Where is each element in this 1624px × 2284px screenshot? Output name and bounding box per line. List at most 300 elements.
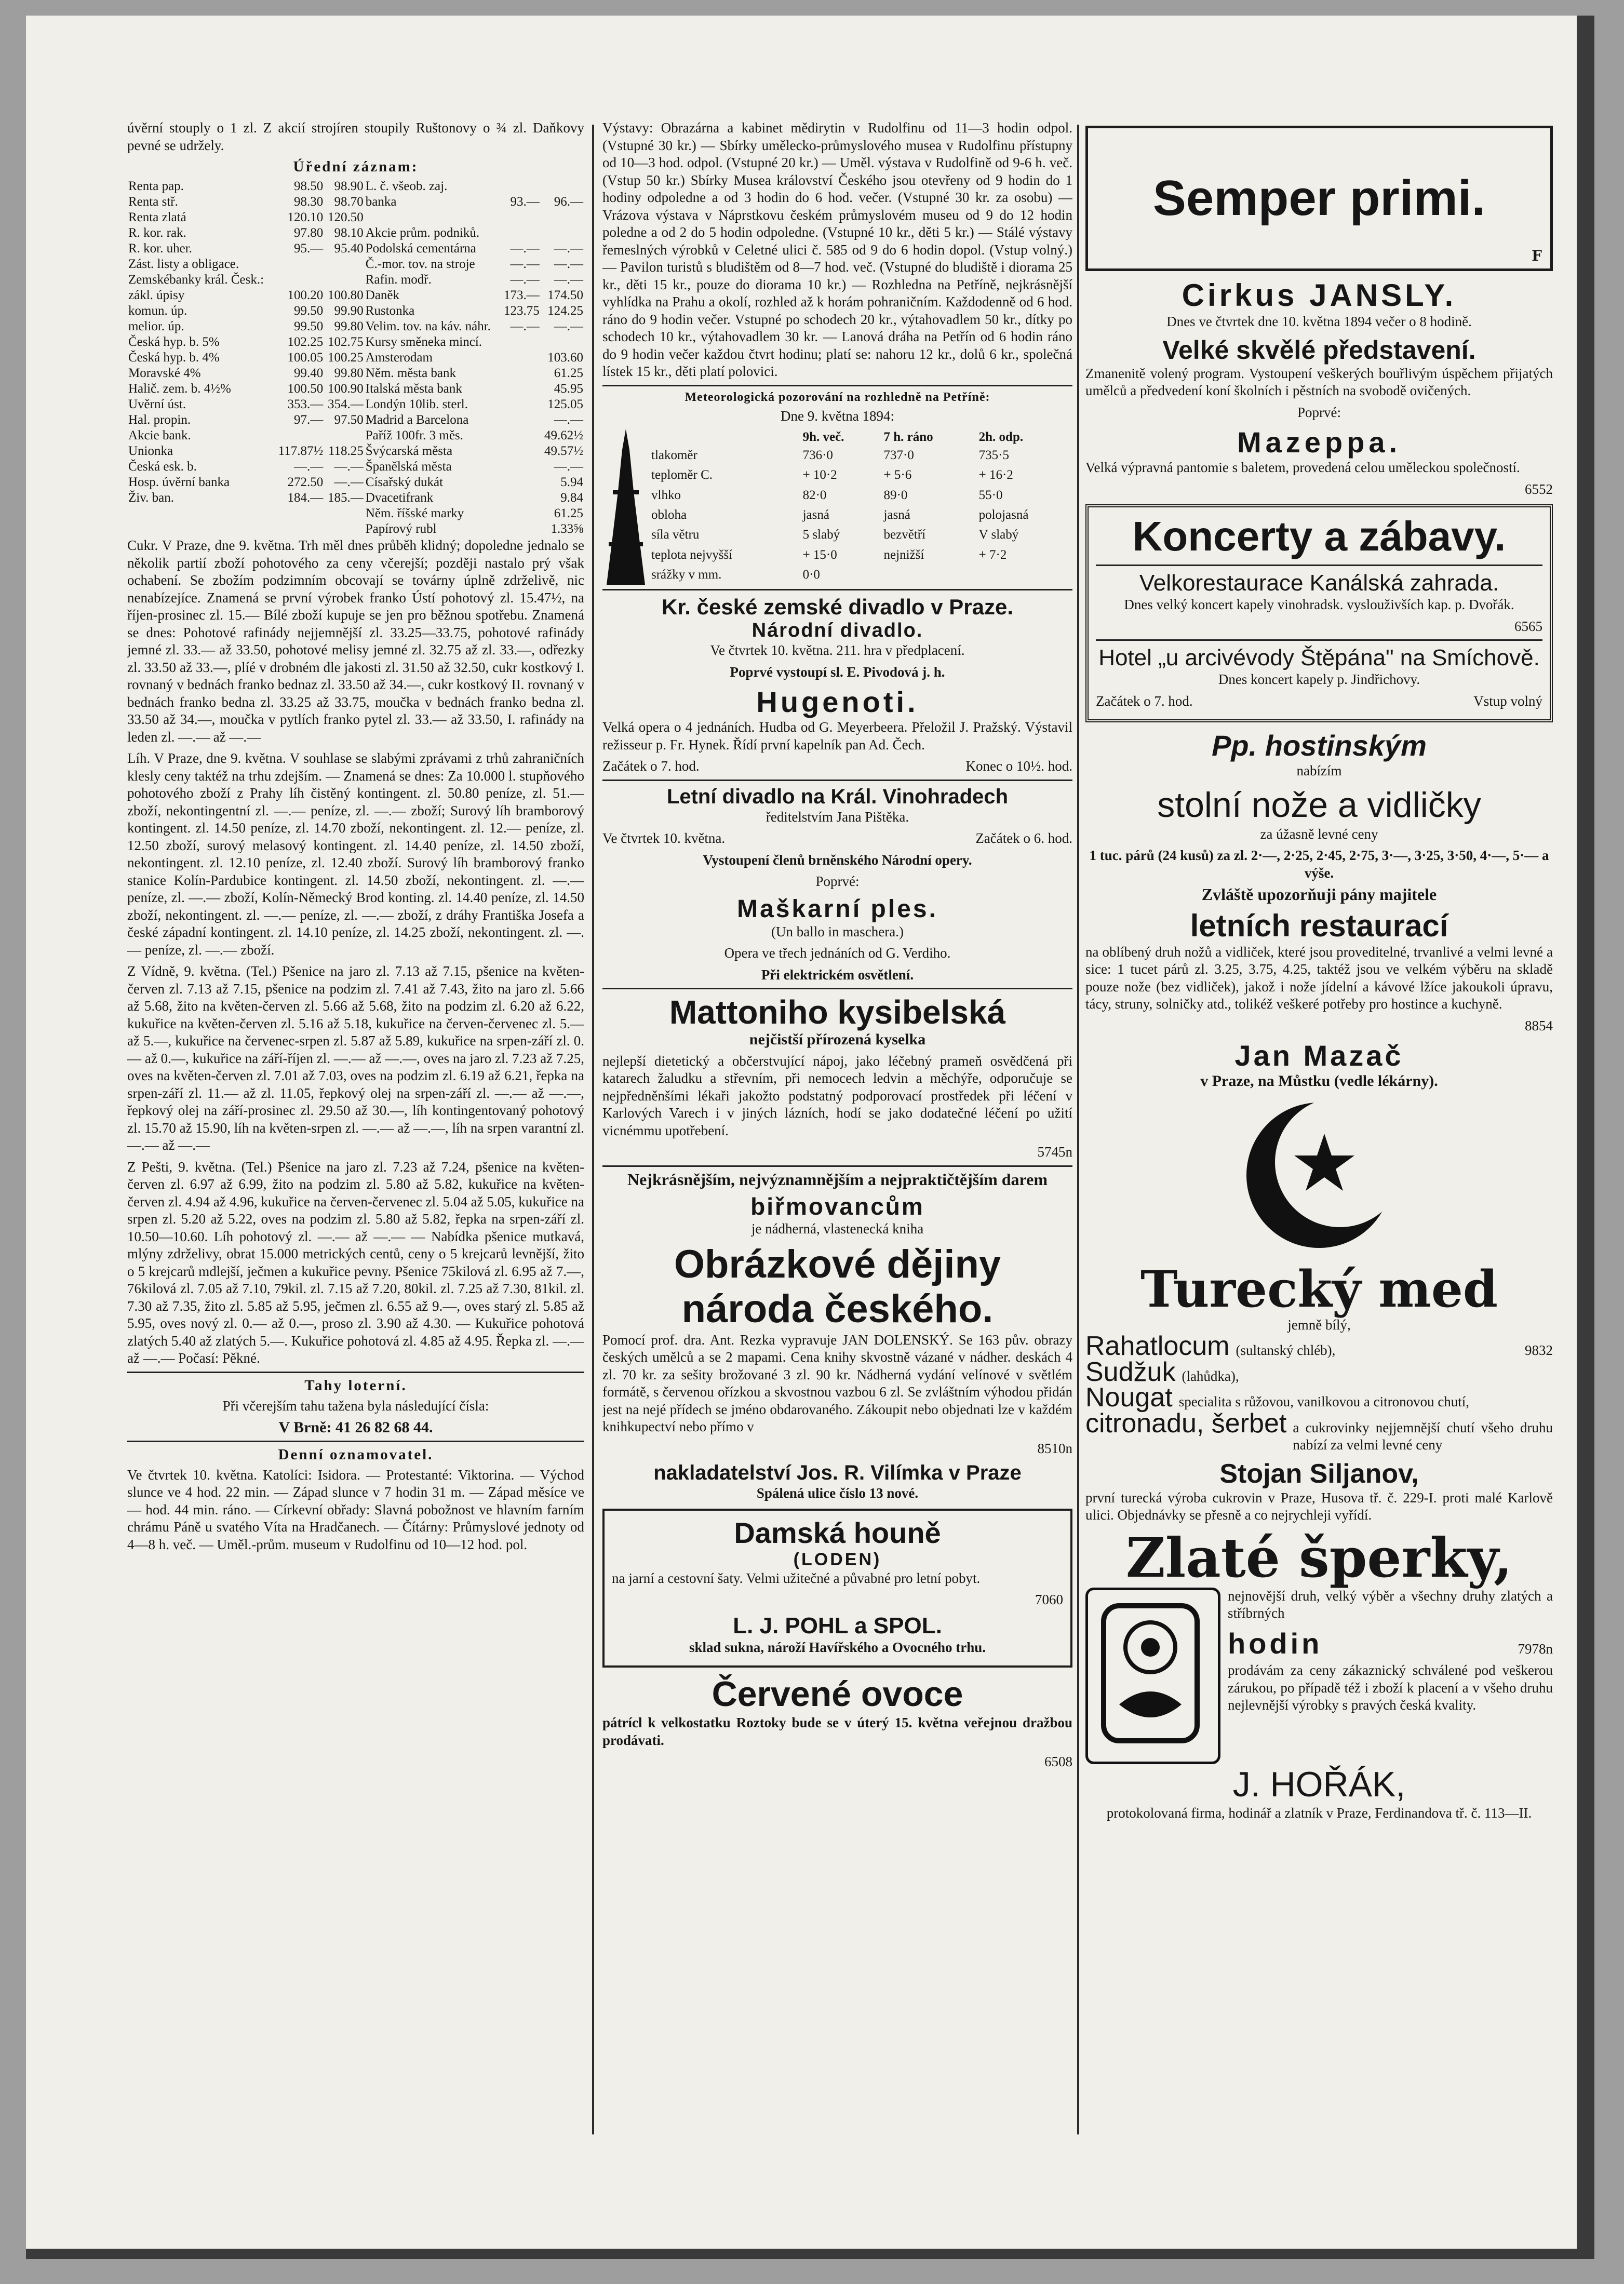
summer-title: Letní divadlo na Král. Vinohradech: [666, 785, 1009, 808]
semper-text: Semper primi.: [1152, 170, 1486, 226]
quote-cell: 100.90: [328, 382, 364, 396]
horak-ad: [1085, 1588, 1553, 1764]
quote-cell: 100.25: [328, 351, 364, 365]
quote-cell: Daněk: [365, 288, 400, 302]
quote-cell: 96.—: [554, 195, 583, 209]
semper-ad: [1085, 126, 1553, 271]
theatre-title: Kr. české zemské divadlo v Praze.: [661, 595, 1014, 619]
meteo-cell: teplota nejvyšší: [651, 547, 733, 562]
sudzuk-row: [1085, 1356, 1553, 1387]
quote-cell: Akcie bank.: [128, 428, 191, 442]
summer-guest: Vystoupení členů brněnského Národní opery.: [703, 852, 972, 868]
meteo-col-header: 7 h. ráno: [883, 430, 933, 444]
nougat-name: Nougat: [1085, 1382, 1173, 1413]
host-code: 8854: [1525, 1017, 1553, 1033]
crescent-star-icon: [1085, 1097, 1553, 1255]
book-text: Pomocí prof. dra. Ant. Rezka vypravuje JAN DOLENSKÝ. Se 163 pův. obrazy českých umělců a se 2 mapami. Cena knihy skvostně vázané v nádher. deskách 4 zl. 70 kr. za sešity brožované 3 zl. 90 kr. Nádherná vydání velínové v světlém formátě, s červenou ořízkou a skvostnou vazbou 6 zl. Se zvláštním výhodou přidán jest na nejé přídech se jméno obdarovaného. Zákoupit nebo objednati lze v každém knihkupectví nebo přímo v: [602, 1332, 1072, 1434]
column-finance: [127, 119, 584, 2124]
quote-cell: 97.80: [293, 226, 324, 240]
quote-cell: [324, 506, 365, 521]
quote-cell: [500, 179, 541, 194]
quote-cell: —.—: [554, 319, 583, 333]
host-title: Pp. hostinským: [1212, 729, 1427, 762]
quote-cell: [500, 490, 541, 506]
quote-row: [127, 288, 584, 303]
quote-cell: 49.62½: [544, 428, 583, 442]
vienna-report: Z Vídně, 9. května. (Tel.) Pšenice na jaro zl. 7.13 až 7.15, pšenice na květen-červen zl. 7.13 až 7.15, pšenice na podzim zl. 7.41 až 7.43, žito na jaro zl. 5.66 až 5.68, žito na květen-červen zl. 5.66 až 5.68, žito na podzim zl. 6.20 až 6.22, kukuřice na květen-červen zl. 5.16 až 5.18, kukuřice na červen-červenec zl. 5.— až 5.—, kukuřice na červenec-srpen zl. 5.87 až 5.89, kukuřice na srpen-září zl. 0.— až 0.—, kukuřice na září-říjen zl. —.— až —.—, oves na jaro zl. 7.23 až 7.25, oves na květen-červen zl. 7.01 až 7.03, oves na podzim zl. 6.19 až 6.21, řepka na srpen-září zl. 11.— až zl. 11.05, řepkový olej na srpen-září zl. —.— až —.—, řepkový olej na září-prosinec zl. 29.50 až 30.—, líh kontingentovaný pohotový zl. 15.70 až 15.90, líh na květen-srpen zl. —.— až —.—, líh na srpen varantní zl. —.— až —.—: [127, 963, 584, 1153]
quote-cell: [541, 179, 584, 194]
quote-row: [127, 350, 584, 366]
summer-times: [602, 830, 1072, 848]
quote-cell: [324, 272, 365, 288]
quote-cell: 100.20: [287, 288, 324, 302]
meteo-cell: + 10·2: [802, 468, 837, 482]
loden-firm: L. J. POHL a SPOL.: [733, 1613, 942, 1638]
quote-cell: [274, 428, 325, 444]
quote-cell: 272.50: [287, 475, 324, 489]
meteo-col-header: 2h. odp.: [978, 430, 1024, 444]
meteo-col-header: 9h. več.: [802, 430, 844, 444]
quote-cell: 120.50: [328, 210, 364, 224]
quote-row: [127, 225, 584, 241]
meteo-cell: polojasná: [978, 507, 1029, 522]
quote-cell: Renta zlatá: [128, 210, 186, 224]
meteo-cell: srážky v mm.: [651, 568, 722, 582]
quote-cell: melior. úp.: [128, 319, 184, 333]
citron-name: citronadu, šerbet: [1085, 1408, 1287, 1439]
meteo-cell: vlhko: [651, 488, 681, 502]
zlate-text: nejnovější druh, velký výběr a všechny druhy zlatých a stříbrných: [1228, 1588, 1553, 1621]
sudzuk-name: Sudžuk: [1085, 1356, 1176, 1387]
quote-cell: Dvacetifrank: [365, 491, 434, 505]
host-offer: nabízím: [1296, 763, 1342, 778]
quote-cell: 97.—: [293, 413, 324, 427]
quote-cell: [541, 225, 584, 241]
mattoni-text: nejlepší dietetický a občerstvující nápoj, jako léčebný prameň osvědčená při katarech žaludku a střevním, při nemocech ledvin a měchýře, odporučuje se nejpředněnšími lékaři jakožto podstatný podporovací prostředek při léčení v Karlových Varech i v jiných lázních, hodí se jako dodatečné léčení po užití vicnémmu upotřebení.: [602, 1053, 1072, 1138]
opera-start: Začátek o 7. hod.: [602, 758, 700, 774]
quote-cell: [274, 506, 325, 521]
quote-cell: Něm. města bank: [365, 366, 457, 380]
quote-row: [127, 506, 584, 521]
summer-start: Začátek o 6. hod.: [975, 830, 1072, 846]
column-culture: [602, 119, 1072, 2124]
quote-cell: Akcie prům. podniků.: [365, 226, 480, 240]
quote-cell: [541, 334, 584, 350]
quote-cell: 353.—: [287, 397, 324, 411]
divider: [602, 780, 1072, 781]
hotel-free: Vstup volný: [1473, 693, 1542, 709]
quote-cell: 61.25: [554, 366, 583, 380]
pest-report: Z Pešti, 9. května. (Tel.) Pšenice na jaro zl. 7.23 až 7.24, pšenice na květen-červen zl. 6.97 až 6.99, žito na podzim zl. 5.80 až 5.82, kukuřice na květen-červen zl. 4.94 až 4.96, kukuřice na červen-červenec zl. 5.04 až 5.05, kukuřice na srpen zl. 5.20 až 5.22, oves na podzim zl. 5.80 až 5.82, řepka na srpen-září zl. 10.50—10.60. Líh pohotový zl. —.— až —.— — Nabídka pšenice mutkavá, mlýny zdrželivy, obrat 15.000 metrických centů, ceny o 5 krejcarů levnější, žito o 5 krejcarů mdlejší, ječmen a kukuřice pevny. Pšenice 75kilová zl. 6.95 až 7.—, 76kilová zl. 7.05 až 7.10, 79kil. zl. 7.15 až 7.20, 80kil. zl. 7.25 až 7.30, 81kil. zl. 7.30 až 7.35, žito zl. 5.85 až 5.95, ječmen zl. 6.55 až 9.—, oves starý zl. 5.85 až 5.95, oves nový zl. 0.— až 0.—, proso zl. 3.90 až 4.30. — Kukuřice pohotová zlatých 5.40 až zlatých 5.—. Kukuřice pohotová zl. 4.85 až 4.95. Řepka zl. —.— až —.— Počasí: Pěkné.: [127, 1159, 584, 1366]
quote-cell: 99.50: [293, 319, 324, 333]
mazeppa-text: Velká výpravná pantomie s baletem, provedená celou uměleckou společností.: [1085, 460, 1520, 475]
meteo-cell: nejnižší: [883, 547, 924, 562]
quote-cell: 99.80: [334, 319, 364, 333]
quote-cell: 98.30: [293, 195, 324, 209]
quote-cell: [500, 334, 541, 350]
quote-cell: Česká hyp. b. 4%: [128, 351, 220, 365]
quote-cell: 61.25: [554, 506, 583, 520]
meteo-cell: obloha: [651, 507, 687, 522]
quote-cell: —.—: [510, 319, 540, 333]
mattoni-sub: nejčistší přírozená kyselka: [749, 1031, 926, 1048]
quote-cell: —.—: [334, 475, 364, 489]
quote-cell: Paříž 100fr. 3 měs.: [365, 428, 463, 442]
meteo-row: [649, 465, 1072, 485]
divider: [602, 385, 1072, 386]
meteo-cell: 737·0: [883, 448, 914, 462]
meteo-row: [649, 525, 1072, 545]
horak-firm: J. HOŘÁK,: [1232, 1764, 1406, 1804]
quote-cell: Česká esk. b.: [128, 460, 197, 474]
theatre-line: Ve čtvrtek 10. května. 211. hra v předplacení.: [710, 642, 965, 658]
meteo-cell: 5 slabý: [802, 528, 840, 542]
quote-cell: L. č. všeob. zaj.: [365, 179, 448, 193]
citron-note: a cukrovinky nejjemnější chutí všeho druhu nabízí za velmi levné ceny: [1293, 1419, 1553, 1453]
quote-cell: 98.50: [293, 179, 324, 193]
quote-cell: 49.57½: [544, 444, 583, 458]
quote-cell: 100.80: [328, 288, 364, 302]
quote-cell: —.—: [554, 273, 583, 287]
quote-table: [127, 179, 584, 537]
quote-cell: 117.87½: [278, 444, 324, 458]
concerts-title: Koncerty a zábavy.: [1132, 513, 1506, 559]
quote-cell: [500, 350, 541, 366]
quote-cell: Rustonka: [365, 304, 415, 318]
quote-cell: Hal. propin.: [128, 413, 191, 427]
quote-cell: Papírový rubl: [365, 522, 437, 536]
quote-cell: 118.25: [328, 444, 364, 458]
concerts-box: [1085, 504, 1553, 722]
book-title-1: Obrázkové dějiny: [674, 1242, 1001, 1286]
quote-cell: banka: [365, 195, 397, 209]
quote-cell: [500, 444, 541, 459]
quote-cell: [500, 428, 541, 444]
quote-row: [127, 241, 584, 257]
meteo-date: Dne 9. května 1894:: [781, 408, 894, 424]
quote-row: [127, 397, 584, 412]
quote-cell: Něm. říšské marky: [365, 506, 464, 520]
meteo-cell: [882, 565, 977, 585]
mazac-addr: v Praze, na Můstku (vedle lékárny).: [1200, 1072, 1438, 1090]
quote-cell: Italská města bank: [365, 382, 462, 396]
column-ads: [1085, 119, 1553, 2124]
quote-cell: [365, 210, 500, 225]
circus-text: Zmanenitě volený program. Vystoupení veškerých bouřlivým úspěchem přijatých umělců a předvedení koní školních i pěstních na svobodě ovičených.: [1085, 365, 1553, 398]
mattoni-code: 5745n: [1037, 1144, 1072, 1160]
mazeppa-title: Mazeppa.: [1237, 426, 1402, 459]
quote-cell: Česká hyp. b. 5%: [128, 335, 220, 349]
zlate-title: Zlaté šperky,: [1125, 1525, 1513, 1590]
quote-cell: [500, 210, 541, 225]
quote-cell: Podolská cementárna: [365, 241, 476, 256]
divider: [1096, 639, 1542, 641]
quote-row: [127, 319, 584, 334]
quote-cell: 102.25: [287, 335, 324, 349]
column-rule: [592, 125, 594, 2134]
quote-cell: [324, 428, 365, 444]
meteo-cell: síla větru: [651, 528, 700, 542]
quote-cell: [500, 381, 541, 397]
quote-row: [127, 521, 584, 537]
quote-cell: Zást. listy a obligace.: [128, 257, 239, 271]
hotel-start: Začátek o 7. hod.: [1096, 693, 1193, 709]
hotel-title: Hotel „u arcivévody Štěpána" na Smíchově.: [1098, 645, 1540, 670]
quote-cell: 98.70: [334, 195, 364, 209]
meteo-cell: bezvětří: [883, 528, 926, 542]
loden-title: Damská houně: [734, 1516, 941, 1549]
meteo-cell: 735·5: [978, 448, 1009, 462]
mazeppa-code: 6552: [1525, 481, 1553, 497]
quote-cell: 184.—: [287, 491, 324, 505]
mattoni-title: Mattoniho kysibelská: [669, 993, 1006, 1031]
rahat-row: [1085, 1331, 1553, 1361]
quote-row: [127, 366, 584, 381]
quote-cell: [324, 521, 365, 537]
quote-cell: —.—: [334, 460, 364, 474]
quote-cell: 95.—: [293, 241, 324, 256]
opera-title: Hugenoti.: [756, 686, 919, 718]
quote-row: [127, 272, 584, 288]
rahat-code: 9832: [1525, 1342, 1553, 1358]
meteo-row: [649, 485, 1072, 505]
quote-cell: Renta pap.: [128, 179, 184, 193]
quote-cell: [500, 459, 541, 475]
quote-cell: 100.50: [287, 382, 324, 396]
exhibitions-text: Výstavy: Obrazárna a kabinet mědirytin v Rudolfinu od 11—3 hodin odpol. (Vstupné 30 kr.) — Sbírky umělecko-průmyslového musea v Rudolfinu přístupny od 10—3 hod. odpol. (Vstupné 20 kr.) — Uměl. výstava v Rudolfině od 9-6 h. več. (Vstup 50 kr.) Sbírky Musea království Českého jsou otevřeny od 9 hodin do 1 hodiny odpoledne a od 3 hodin do 6 hod. večer. (Vstupné 30 kr. za osobu) — Vrázova výstava v Náprstkovu českém průmyslovém museu od 9 do 12 hodin poledne a od 2 do 5 hodin odpoledne. (Vstupné 10 kr., děti 5 kr.) — Stálé výstavy řemeslných výrobků v Celetné ulici č. 585 od 9 do 6 hodin dopol. (Vstup volný.) — Pavilon turistů s bludištěm od 8—7 hod. več. (Vstupné do bludiště i diorama 25 kr., děti 15 kr., pouze do diorama 10 kr.) — Rozhledna na Petříně, nejkrásnější vyhlídka na Prahu a okolí, rozhled až k horám pohraničním. Každodenně od 6 hod. ráno do 9 hodin večer. Vstupné po schodech 20 kr., výtahovadlem 50 kr., dítky po schodech 10 kr., výtahovadlem 30 kr. — Lanová dráha na Petřín od 6 hodin ráno do 9 hodin večer každou čtvrt hodinu; platí se: nahoru 12 kr., dolů 6 kr., společná lístek 15 kr., děti platí polovici.: [602, 120, 1072, 379]
hodin-code: 7978n: [1518, 1641, 1553, 1657]
siljanov-text: první turecká výroba cukrovin v Praze, Husova tř. č. 229-I. proti malé Karlově ulici. Objednávky se přesně a co nejrychleji vyřídí.: [1085, 1489, 1553, 1523]
quote-cell: komun. úp.: [128, 304, 187, 318]
lottery-numbers: V Brně: 41 26 82 68 44.: [278, 1419, 433, 1436]
spirit-report: Líh. V Praze, dne 9. května. V souhlase se slabými zprávami z trhů zahraničních klesly ceny taktéž na trhu zdejším. — Znamená se dnes: Za 10.000 l. stupňového pohotového zboží z Prahy líh čistěný kontingent. zl. 50.80 peníze, zl. 51.— zboží, nekontingentní zl. —.— peníze, zl. —.— zboží; Surový líh bramborový kontingent. zl. 14.50 peníze, zl. 14.70 zboží, nekontingent. zl. 12.— peníze, zl. 12.50 zboží, surový melasový kontingent. zl. 14.40 peníze, zl. 14.50 zboží, nekontingent. zl. 12.10 peníze, zl. 12.40 zboží. Surový líh bramborový franko stanice Kolín-Pardubice kontingent. zl. 14.50 zboží, nekontingent. zl. —.— peníze, zl. —.— zboží, Kolín-Německý Brod konting. zl. 14.40 peníze, zl. 14.50 zboží, nekontingent. zl. —.— peníze, zl. —.— zboží, z dráhy Františka Josefa a české západní kontingent. zl. 14.10 peníze, zl. 14.25 zboží, nekontingent. zl. —.— peníze, zl. —.— zboží.: [127, 750, 584, 958]
host-main: stolní nože a vidličky: [1157, 785, 1481, 825]
nougat-note: specialita s růžovou, vanilkovou a citronovou chutí,: [1178, 1394, 1470, 1409]
meteo-block: [602, 429, 1072, 585]
quote-cell: [500, 521, 541, 537]
quote-cell: Madrid a Barcelona: [365, 413, 469, 427]
quote-cell: [500, 506, 541, 521]
host-rest: letních restaurací: [1190, 908, 1448, 943]
quote-cell: R. kor. uher.: [128, 241, 192, 256]
rahat-name: Rahatlocum: [1085, 1331, 1230, 1361]
divider: [602, 988, 1072, 989]
opera-end: Konec o 10½. hod.: [965, 758, 1072, 774]
quote-row: [127, 444, 584, 459]
quote-cell: 1.33⅝: [551, 522, 583, 536]
meteo-cell: teploměr C.: [651, 468, 713, 482]
quote-cell: Amsterodam: [365, 351, 433, 365]
quote-cell: Kursy směneka mincí.: [365, 335, 482, 349]
meteo-cell: 82·0: [802, 488, 827, 502]
quote-cell: [500, 475, 541, 490]
quote-row: [127, 257, 584, 272]
sugar-report: Cukr. V Praze, dne 9. května. Trh měl dnes průběh klidný; dopoledne jednalo se několik partií zboží pohotového za ceny včerejší; později nastalo prý však ochabení. Se zbožím podzimním obcovají se továrny úplně zdrželivě, nic nenabízejíce. Znamená se první výrobek franko Ústí pohotový zl. 15.47½, na říjen-prosinec zl. 15.— Bílé zboží kupuje se jen pro běžnou spotřebu. Znamená se dnes: Pohotové rafinády nejjemnější zl. 33.25—33.75, pohotové rafinády jemné zl. 33.— až 33.50, pohotové melisy jemné zl. 32.75 až zl. 33.—, odřezky zl. 33.50 až 33.—, plíé v drobném dle jakosti zl. 31.50 až 32.50, cukr kostkový I. rovnaný v bednách franko bednaz zl. 33.50 až 34.—, cukr kostkový II. rovnaný v bednách franko bedna zl. 33.25 až 33.75, moučka v bednách franko bedna zl. 33.50 až 34.—, moučka v pytlích franko pytel zl. 33.— až 33.50, I. rafinády na leden zl. —.— až —.—: [127, 538, 584, 745]
host-prices: 1 tuc. párů (24 kusů) za zl. 2·—, 2·25, 2·45, 2·75, 3·—, 3·25, 3·50, 4·—, 5·— a výše.: [1089, 848, 1549, 881]
meteo-cell: tlakoměr: [651, 448, 697, 462]
quote-cell: [127, 506, 274, 521]
meteo-row: [649, 545, 1072, 565]
quote-cell: 124.25: [547, 304, 583, 318]
meteo-cell: V slabý: [978, 528, 1019, 542]
quote-cell: [500, 412, 541, 428]
host-notice: Zvláště upozorňuji pány majitele: [1201, 885, 1437, 904]
quote-cell: Živ. ban.: [128, 491, 174, 505]
quote-row: [127, 412, 584, 428]
quote-cell: 174.50: [547, 288, 583, 302]
siljanov-name: Stojan Siljanov,: [1219, 1458, 1419, 1489]
meteo-table: [649, 429, 1072, 585]
quote-cell: Unionka: [128, 444, 173, 458]
meteo-cell: + 5·6: [883, 468, 912, 482]
quote-row: [127, 194, 584, 210]
quote-cell: Londýn 10lib. sterl.: [365, 397, 468, 411]
petrin-tower-icon: [602, 429, 649, 585]
fruit-title: Červené ovoce: [712, 1674, 963, 1714]
quote-cell: Halič. zem. b. 4½%: [128, 382, 231, 396]
quote-cell: Španělská města: [365, 460, 452, 474]
quote-cell: 99.90: [334, 304, 364, 318]
meteo-row: [649, 565, 1072, 585]
meteo-cell: 736·0: [802, 448, 833, 462]
horak-text: prodávám za ceny zákaznický schválené pod veškerou zárukou, po případě též i zboží k placení a v všeho druhu nejlevnější výrobky s pravých česká kvality.: [1228, 1662, 1553, 1713]
lottery-intro: Při včerejším tahu tažena byla následující čísla:: [222, 1398, 489, 1414]
host-cheap: za úžasně levné ceny: [1260, 826, 1378, 842]
daily-text: Ve čtvrtek 10. května. Katolíci: Isidora. — Protestanté: Viktorina. — Východ slunce ve 4 hod. 22 min. — Západ slunce v 7 hodin 31 m. — Západ měsíce ve — hod. 44 min. ráno. — Církevní obřady: Slavná pobožnost ve hlavním farním chrámu Páně u svatého Víta na Hradčanech. — Čítárny: Průmyslové jednoty od 4—8 h. več. — Uměl.-prům. museum v Rudolfinu od 10—12 hod. pol.: [127, 1467, 584, 1552]
quote-cell: 99.80: [334, 366, 364, 380]
loden-code: 7060: [1035, 1592, 1063, 1607]
summer-line: Ve čtvrtek 10. května.: [602, 830, 726, 846]
fruit-code: 6508: [1044, 1754, 1072, 1769]
quote-cell: [274, 272, 325, 288]
quote-cell: Uvěrní úst.: [128, 397, 186, 411]
quote-cell: 97.50: [334, 413, 364, 427]
meteo-cell: [977, 565, 1072, 585]
hodin-row: [1228, 1627, 1553, 1662]
quote-cell: [541, 210, 584, 225]
quote-cell: 100.05: [287, 351, 324, 365]
quote-cell: 98.90: [334, 179, 364, 193]
quote-cell: 185.—: [328, 491, 364, 505]
ballo-title: Maškarní ples.: [737, 895, 938, 923]
meteo-row: [649, 505, 1072, 525]
quote-cell: R. kor. rak.: [128, 226, 186, 240]
quote-cell: —.—: [554, 257, 583, 271]
loden-sub: (LODEN): [793, 1549, 882, 1569]
quote-cell: Moravské 4%: [128, 366, 201, 380]
quote-cell: —.—: [554, 241, 583, 256]
quote-cell: [127, 521, 274, 537]
jewellery-icon: [1085, 1588, 1220, 1764]
quote-cell: [500, 366, 541, 381]
quote-cell: 102.75: [328, 335, 364, 349]
meteo-cell: + 15·0: [802, 547, 837, 562]
loden-ad: [602, 1509, 1072, 1668]
quote-cell: —.—: [510, 273, 540, 287]
book-lead: Nejkrásnějším, nejvýznamnějším a nejpraktičtějším darem: [627, 1170, 1048, 1189]
quote-cell: Švýcarská města: [365, 444, 453, 458]
quote-cell: —.—: [554, 413, 583, 427]
turek-title: Turecký med: [1140, 1259, 1498, 1319]
kanal-code: 6565: [1514, 618, 1542, 634]
summer-director: ředitelstvím Jana Pištěka.: [766, 809, 909, 825]
quote-cell: Rafin. modř.: [365, 273, 432, 287]
book-desc: je nádherná, vlastenecká kniha: [751, 1221, 924, 1237]
publisher: nakladatelství Jos. R. Vilímka v Praze: [653, 1461, 1022, 1484]
opera-times: [602, 758, 1072, 775]
quote-cell: 9.84: [560, 491, 583, 505]
quote-cell: Císařský dukát: [365, 475, 444, 489]
quote-cell: 354.—: [328, 397, 364, 411]
quote-cell: 99.40: [293, 366, 324, 380]
quote-cell: Č.-mor. tov. na stroje: [365, 257, 475, 271]
quote-cell: 125.05: [547, 397, 583, 411]
turek-sub: jemně bílý,: [1287, 1316, 1351, 1333]
meteo-cell: 0·0: [802, 568, 820, 582]
quote-cell: 45.95: [554, 382, 583, 396]
quote-row: [127, 381, 584, 397]
semper-mark: F: [1532, 247, 1542, 264]
quote-row: [127, 490, 584, 506]
meteo-heading: Meteorologická pozorování na rozhledně na Petříně:: [685, 390, 990, 404]
quote-cell: 95.40: [334, 241, 364, 256]
book-code: 8510n: [1037, 1440, 1072, 1456]
column-rule: [1077, 125, 1079, 2134]
fruit-text: pátrícl k velkostatku Roztoky bude se v úterý 15. května veřejnou dražbou prodávati.: [602, 1715, 1072, 1748]
nougat-row: [1085, 1382, 1553, 1413]
book-event: biřmovancům: [750, 1193, 924, 1220]
meteo-cell: 55·0: [978, 488, 1003, 502]
circus-date: Dnes ve čtvrtek dne 10. května 1894 večer o 8 hodině.: [1166, 314, 1472, 329]
meteo-cell: jasná: [883, 507, 910, 522]
divider: [602, 1165, 1072, 1167]
horak-sub: protokolovaná firma, hodinář a zlatník v Praze, Ferdinandova tř. č. 113—II.: [1106, 1805, 1532, 1821]
daily-heading: Denní oznamovatel.: [278, 1446, 434, 1463]
publisher-addr: Spálená ulice číslo 13 nové.: [756, 1485, 919, 1501]
loden-addr: sklad sukna, nároží Havířského a Ovocného trhu.: [689, 1639, 986, 1655]
quote-row: [127, 428, 584, 444]
kanal-text: Dnes velký koncert kapely vinohradsk. vyslouživších kap. p. Dvořák.: [1124, 597, 1514, 612]
quote-cell: —.—: [293, 460, 324, 474]
quote-cell: Velim. tov. na káv. náhr.: [365, 319, 491, 333]
hotel-times: [1096, 693, 1542, 710]
meteo-cell: jasná: [802, 507, 829, 522]
quote-cell: zákl. úpisy: [128, 288, 185, 302]
meteo-cell: + 7·2: [978, 547, 1007, 562]
meteo-cell: + 16·2: [978, 468, 1013, 482]
quote-row: [127, 459, 584, 475]
ballo-sub: (Un ballo in maschera.): [771, 923, 904, 939]
host-text: na oblíbený druh nožů a vidliček, které jsou proveditelné, trvanlivé a velmi levné a sice: 1 tucet párů zl. 3.25, 3.75, 4.25, taktéž jsou ve velkém výběru na skladě pouze nože (bez vidliček), jakož i nože jídelní a kávové lžíce jakoukoli úpravu, tácy, struny, solničky atd., tolikéž veškeré potřeby pro hostince a kuchyně.: [1085, 944, 1553, 1012]
quote-cell: 120.10: [287, 210, 324, 224]
market-intro: úvěrní stouply o 1 zl. Z akcií strojíren stoupily Ruštonovy o ¾ zl. Daňkovy pevné se udržely.: [127, 120, 584, 153]
quote-cell: [324, 257, 365, 272]
ballo-light: Při elektrickém osvětlení.: [761, 966, 914, 983]
newspaper-page: [26, 16, 1594, 2259]
sudzuk-note: (lahůdka),: [1182, 1368, 1239, 1384]
divider: [127, 1441, 584, 1442]
quote-cell: —.—: [554, 460, 583, 474]
quote-cell: 123.75: [503, 304, 540, 318]
quote-row: [127, 179, 584, 194]
lottery-heading: Tahy loterní.: [304, 1377, 407, 1394]
quote-cell: —.—: [510, 257, 540, 271]
quote-cell: Renta stř.: [128, 195, 178, 209]
quote-cell: Hosp. úvěrní banka: [128, 475, 230, 489]
quote-cell: 173.—: [503, 288, 540, 302]
meteo-row: [649, 445, 1072, 465]
quote-cell: 99.50: [293, 304, 324, 318]
